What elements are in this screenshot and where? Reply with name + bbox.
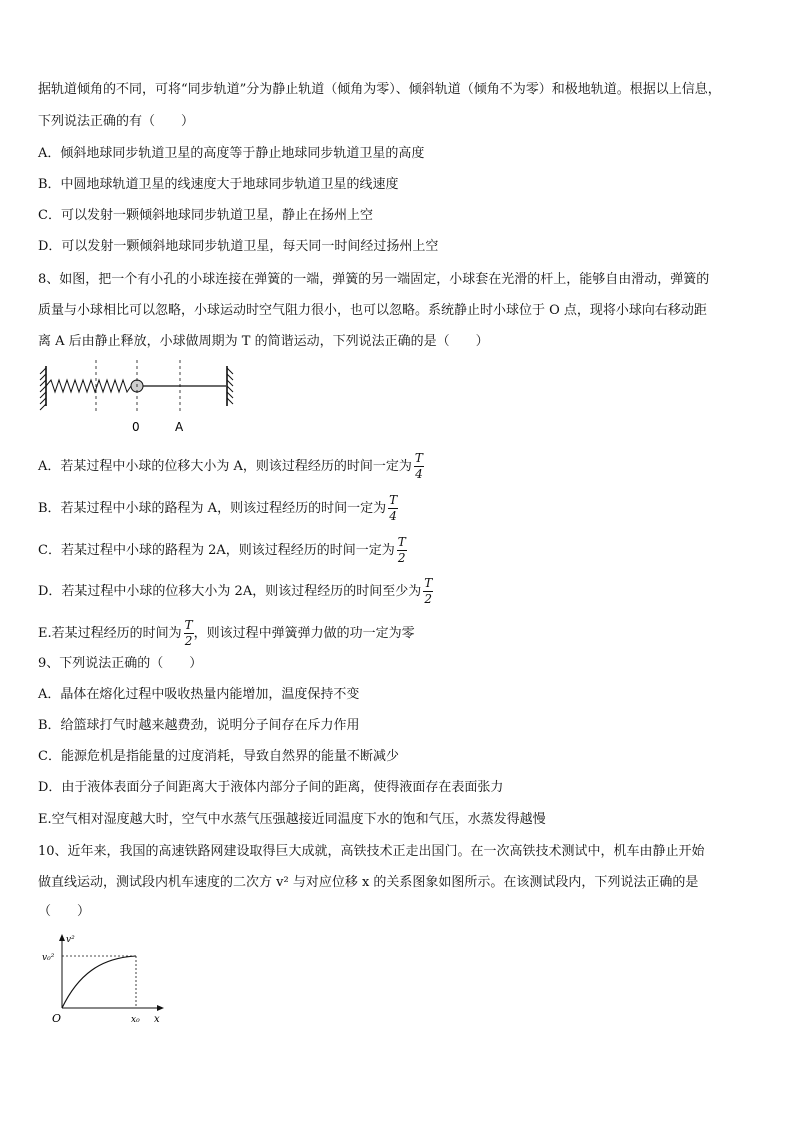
fraction: $\frac{T}{2}$ [424, 576, 433, 606]
y-axis-label: v² [66, 935, 75, 945]
option-7a: A．倾斜地球同步轨道卫星的高度等于静止地球同步轨道卫星的高度 [38, 146, 425, 161]
option-9d: D．由于液体表面分子间距离大于液体内部分子间的距离，使得液面存在表面张力 [38, 780, 504, 795]
question-10-line3: （ ） [38, 904, 91, 919]
x-axis-label: x [154, 1014, 160, 1025]
question-8-line1: 8、如图，把一个有小孔的小球连接在弹簧的一端，弹簧的另一端固定，小球套在光滑的杆上，能够自由滑动，弹簧的 [38, 272, 710, 287]
option-9b: B．给篮球打气时越来越费劲，说明分子间存在斥力作用 [38, 718, 360, 733]
fraction: $\frac{T}{2}$ [397, 535, 406, 565]
v2-x-graph [38, 930, 168, 1028]
option-9e: E.空气相对湿度越大时，空气中水蒸气压强越接近同温度下水的饱和气压，水蒸发得越慢 [38, 812, 546, 827]
option-7c: C．可以发射一颗倾斜地球同步轨道卫星，静止在扬州上空 [38, 208, 373, 223]
question-10-line1: 10、近年来，我国的高速铁路网建设取得巨大成就，高铁技术正走出国门。在一次高铁技术测试中，机车由静止开始 [38, 844, 705, 859]
text-line: 下列说法正确的有（ ） [38, 114, 195, 129]
option-8d: D．若某过程中小球的位移大小为 2A，则该过程经历的时间至少为 $\frac{T}{2}$ [38, 576, 433, 606]
label-o: 0 [132, 420, 140, 434]
origin-label: O [52, 1012, 62, 1025]
option-8c: C．若某过程中小球的路程为 2A，则该过程经历的时间一定为 $\frac{T}{2}$ [38, 535, 406, 565]
y-tick-label: v₀² [42, 953, 55, 963]
option-8b: B．若某过程中小球的路程为 A，则该过程经历的时间一定为 $\frac{T}{4}$ [38, 493, 398, 523]
fraction: $\frac{T}{2}$ [184, 618, 193, 648]
x-tick-label: x₀ [131, 1015, 140, 1025]
option-9c: C．能源危机是指能量的过度消耗，导致自然界的能量不断减少 [38, 749, 399, 764]
text-line: 据轨道倾角的不同，可将“同步轨道”分为静止轨道（倾角为零）、倾斜轨道（倾角不为零）和极地轨道。根据以上信息， [38, 82, 721, 97]
spring-figure [38, 358, 248, 440]
option-7b: B．中圆地球轨道卫星的线速度大于地球同步轨道卫星的线速度 [38, 177, 399, 192]
question-8-line2: 质量与小球相比可以忽略，小球运动时空气阻力很小，也可以忽略。系统静止时小球位于 O 点，现将小球向右移动距 [38, 303, 707, 318]
label-a: A [175, 420, 184, 434]
fraction: $\frac{T}{4}$ [414, 451, 423, 481]
option-9a: A．晶体在熔化过程中吸收热量内能增加，温度保持不变 [38, 687, 360, 702]
option-8e: E.若某过程经历的时间为 $\frac{T}{2}$ ，则该过程中弹簧弹力做的功一定为零 [38, 618, 415, 648]
question-9: 9、下列说法正确的（ ） [38, 656, 203, 671]
question-10-line2: 做直线运动，测试段内机车速度的二次方 v² 与对应位移 x 的关系图象如图所示。在该测试段内，下列说法正确的是 [38, 875, 699, 890]
question-8-line3: 离 A 后由静止释放，小球做周期为 T 的简谐运动，下列说法正确的是（ ） [38, 334, 489, 349]
fraction: $\frac{T}{4}$ [389, 493, 398, 523]
option-7d: D．可以发射一颗倾斜地球同步轨道卫星，每天同一时间经过扬州上空 [38, 239, 439, 254]
option-8a: A．若某过程中小球的位移大小为 A，则该过程经历的时间一定为 $\frac{T}{4}$ [38, 451, 423, 481]
